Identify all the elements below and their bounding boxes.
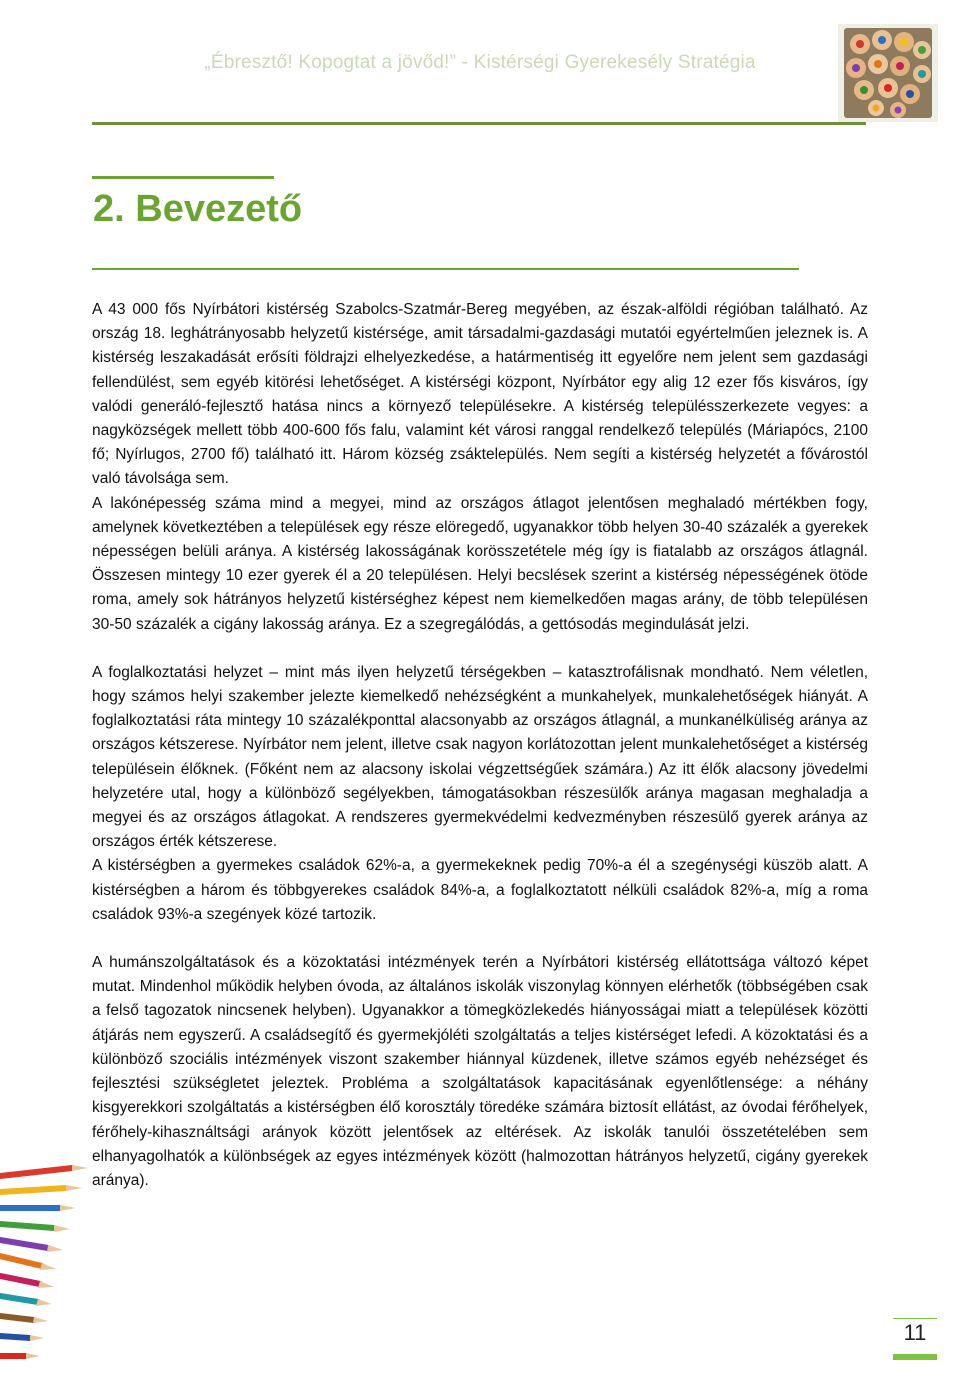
title-bottom-rule — [92, 268, 799, 270]
paragraph-employment: A foglalkoztatási helyzet – mint más ilyen helyzetű térségekben – katasztrofálisnak mondható. Nem véletlen, hogy számos helyi szakember jelezte kiemelkedő nehézségként a munkahelyek, munkalehetőségek hiányát. A foglalkoztatási ráta mintegy 10 százalékponttal alacsonyabb az országos átlagnál, a munkanélküliség aránya az országos kétszerese. Nyírbátor nem jelent, illetve csak nagyon korlátozottan jelent munkalehetőséget a kistérség településein élőknek. (Főként nem az alacsony iskolai végzettségűek számára.) Az itt élők alacsony jövedelmi helyzetére utal, hogy a különböző segélyekben, támogatásokban részesülők aránya magasan meghaladja a megyei és az országos átlagokat. A rendszeres gyermekvédelmi kedvezményben részesülő gyerek aránya az országos érték kétszerese. — [92, 663, 868, 851]
page-number: 11 — [903, 1320, 927, 1345]
section-title: 2. Bevezető — [93, 188, 303, 230]
paragraph-intro: A 43 000 fős Nyírbátori kistérség Szabolcs-Szatmár-Bereg megyében, az észak-alföldi régióban található. Az ország 18. leghátrányosabb helyzetű kistérsége, amit társadalmi-gazdasági mutatói egyértelműen jeleznek is. A kistérség leszakadását erősíti földrajzi elhelyezkedése, a határmentiség itt egyelőre nem jelent sem gazdasági fellendülést, sem egyéb kitörési lehetőséget. A kistérségi központ, Nyírbátor egy alig 12 ezer fős kisváros, így valódi generáló-fejlesztő hatása nincs a környező településekre. A kistérség településszerkezete vegyes: a nagyközségek mellett több 400-600 fős falu, valamint két városi ranggal rendelkező település (Máriapócs, 2100 fő; Nyírlugos, 2700 fő) található itt. Három község zsáktelepülés. Nem segíti a kistérség helyzetét a fővárostól való távolsága sem. — [92, 301, 868, 488]
header-divider — [92, 122, 866, 125]
running-title: „Ébresztő! Kopogtat a jövőd!” - Kistérségi Gyerekesély Stratégia — [204, 52, 756, 73]
body-text — [92, 298, 868, 1193]
paragraph-population: A lakónépesség száma mind a megyei, mind az országos átlagot jelentősen meghaladó mértékben fogy, amelynek következtében a települések egy része elöregedő, ugyanakkor több helyen 30-40 százalék a gyerekek népességen belüli aránya. A kistérség lakosságának korösszetétele még így is fiatalabb az országos átlagnál. Összesen mintegy 10 ezer gyerek él a 20 településen. Helyi becslések szerint a kistérség népességének ötöde roma, amely sok hátrányos helyzetű kistérséghez képest nem kiemelkedően magas arány, de több településen 30-50 százalék a cigány lakosság aránya. Ez a szegregálódás, a gettósodás megindulását jelzi. — [92, 494, 868, 633]
paragraph-services: A humánszolgáltatások és a közoktatási intézmények terén a Nyírbátori kistérség ellátottsága változó képet mutat. Mindenhol működik helyben óvoda, az általános iskolák viszonylag könnyen elérhetők (többségében csak a felső tagozatok nincsenek helyben). Ugyanakkor a tömegközlekedés hiányosságai miatt a települések közötti átjárás nem egyszerű. A családsegítő és gyermekjóléti szolgáltatás a teljes kistérséget lefedi. A közoktatási és a különböző szociális intézmények viszont szakember hiánnyal küzdenek, illetve számos egyéb nehézséget és fejlesztési szükségletet jeleztek. Probléma a szolgáltatások kapacitásának egyenlőtlensége: a néhány kisgyerekkori szolgáltatás a kistérségben élő korosztály töredéke számára biztosít ellátást, az óvodai férőhelyek, férőhely-kihasználtsági arányok között jelentősek az eltérések. Az iskolák tanulói összetételében sem elhanyagolhatók a különbségek az egyes intézmények között (halmozottan hátrányos helyzetű, cigány gyerekek aránya). — [92, 954, 868, 1189]
page-number-bar — [893, 1354, 937, 1360]
colored-pencils-logo-icon — [838, 24, 938, 122]
colored-pencils-decoration-icon — [0, 1158, 100, 1374]
title-top-rule — [92, 176, 274, 179]
paragraph-poverty: A kistérségben a gyermekes családok 62%-a, a gyermekeknek pedig 70%-a él a szegénységi küszöb alatt. A kistérségben a három és többgyerekes családok 84%-a, a foglalkoztatott nélküli családok 82%-a, míg a roma családok 93%-a szegények közé tartozik. — [92, 857, 868, 923]
page-number-top-rule — [893, 1318, 937, 1319]
